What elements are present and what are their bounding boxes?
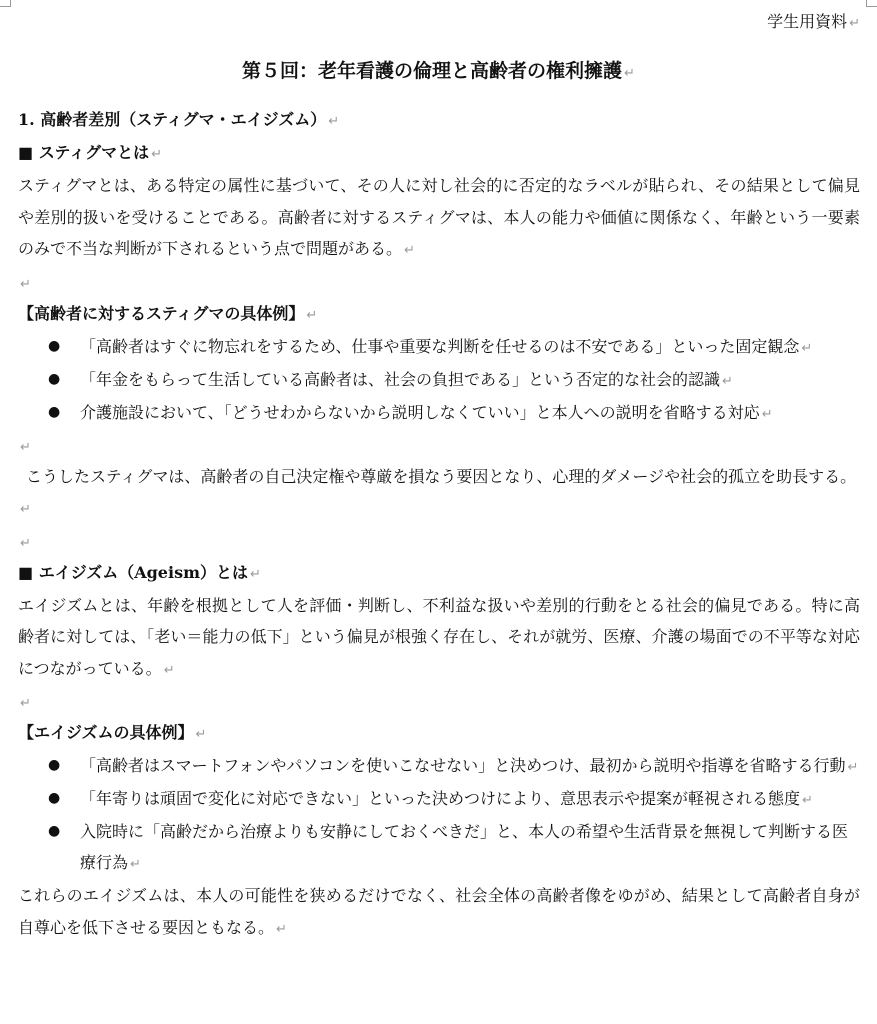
list-item bbox=[18, 364, 860, 397]
paragraph-mark-icon: ↵ bbox=[801, 340, 813, 356]
paragraph-mark-icon: ↵ bbox=[195, 727, 207, 742]
stigma-paragraph-text: スティグマとは、ある特定の属性に基づいて、その人に対し社会的に否定的なラベルが貼られ、その結果として偏見や差別的扱いを受けることである。高齢者に対するスティグマは、本人の能力や価値に関係なく、年齢という一要素のみで不当な判断が下されるという点で問題がある。 bbox=[18, 176, 860, 258]
stigma-conclusion bbox=[18, 461, 860, 526]
paragraph-mark-icon: ↵ bbox=[847, 760, 859, 775]
stigma-examples-list bbox=[18, 331, 860, 430]
list-item bbox=[18, 750, 860, 783]
paragraph-mark-icon: ↵ bbox=[722, 373, 733, 389]
header-label-text: 学生用資料 bbox=[767, 12, 848, 31]
empty-paragraph bbox=[18, 526, 860, 557]
document-body bbox=[18, 104, 860, 945]
empty-paragraph bbox=[18, 267, 860, 298]
stigma-heading-text: ■ スティグマとは bbox=[18, 143, 150, 162]
document-title-text: 第５回：老年看護の倫理と高齢者の権利擁護 bbox=[242, 60, 623, 82]
paragraph-mark-icon: ↵ bbox=[849, 16, 860, 31]
list-item-text: 入院時に「高齢だから治療よりも安静にしておくべきだ」と、本人の希望や生活背景を無視して判断する医療行為 bbox=[80, 822, 849, 872]
ageism-conclusion-text: これらのエイジズムは、本人の可能性を狭めるだけでなく、社会全体の高齢者像をゆがめ、結果として高齢者自身が自尊心を低下させる要因ともなる。 bbox=[18, 886, 860, 937]
ageism-paragraph bbox=[18, 590, 860, 687]
stigma-examples-heading-text: 【高齢者に対するスティグマの具体例】 bbox=[18, 303, 305, 323]
paragraph-mark-icon: ↵ bbox=[20, 439, 31, 455]
empty-paragraph bbox=[18, 686, 860, 717]
paragraph-mark-icon: ↵ bbox=[761, 406, 773, 422]
header-label bbox=[767, 12, 860, 34]
paragraph-mark-icon: ↵ bbox=[276, 921, 287, 937]
paragraph-mark-icon: ↵ bbox=[151, 147, 162, 162]
list-item bbox=[18, 816, 860, 880]
bullet-icon: ● bbox=[48, 757, 61, 773]
section-heading bbox=[18, 104, 860, 137]
paragraph-mark-icon: ↵ bbox=[163, 662, 175, 678]
ageism-heading bbox=[18, 557, 860, 590]
bullet-icon: ● bbox=[48, 790, 61, 806]
paragraph-mark-icon: ↵ bbox=[250, 566, 261, 582]
stigma-heading bbox=[18, 137, 860, 170]
paragraph-mark-icon: ↵ bbox=[20, 535, 31, 551]
ageism-paragraph-text: エイジズムとは、年齢を根拠として人を評価・判断し、不利益な扱いや差別的行動をとる社会的偏見である。特に高齢者に対しては、「老い＝能力の低下」という偏見が根強く存在し、それが就労、医療、介護の場面での不平等な対応につながっている。 bbox=[18, 595, 860, 678]
ageism-heading-text: ■ エイジズム（Ageism）とは bbox=[18, 562, 249, 582]
bullet-icon: ● bbox=[48, 370, 61, 387]
list-item bbox=[18, 397, 860, 430]
paragraph-mark-icon: ↵ bbox=[20, 276, 31, 292]
list-item-text: 「年金をもらって生活している高齢者は、社会の負担である」という否定的な社会的認識 bbox=[80, 369, 721, 389]
paragraph-mark-icon: ↵ bbox=[404, 243, 415, 258]
paragraph-mark-icon: ↵ bbox=[624, 66, 635, 81]
paragraph-mark-icon: ↵ bbox=[328, 114, 340, 129]
page-corner-mark-left bbox=[0, 0, 11, 7]
stigma-examples-heading bbox=[18, 298, 860, 331]
list-item bbox=[18, 783, 860, 816]
paragraph-mark-icon: ↵ bbox=[20, 696, 31, 711]
list-item-text: 「高齢者はすぐに物忘れをするため、仕事や重要な判断を任せるのは不安である」といった固定観念 bbox=[80, 336, 800, 356]
paragraph-mark-icon: ↵ bbox=[130, 857, 141, 872]
paragraph-mark-icon: ↵ bbox=[802, 793, 813, 808]
ageism-examples-heading bbox=[18, 717, 860, 750]
stigma-paragraph bbox=[18, 170, 860, 267]
ageism-examples-list bbox=[18, 750, 860, 880]
page-corner-mark-right bbox=[866, 0, 877, 7]
bullet-icon: ● bbox=[48, 337, 61, 354]
section-heading-text: 1. 高齢者差別（スティグマ・エイジズム） bbox=[18, 110, 327, 129]
paragraph-mark-icon: ↵ bbox=[20, 502, 31, 517]
stigma-conclusion-text: こうしたスティグマは、高齢者の自己決定権や尊厳を損なう要因となり、心理的ダメージや社会的孤立を助長する。 bbox=[26, 466, 857, 486]
bullet-icon: ● bbox=[48, 403, 61, 420]
paragraph-mark-icon: ↵ bbox=[306, 307, 318, 323]
empty-paragraph bbox=[18, 430, 860, 461]
bullet-icon: ● bbox=[48, 823, 61, 839]
list-item-text: 「年寄りは頑固で変化に対応できない」といった決めつけにより、意思表示や提案が軽視される態度 bbox=[80, 789, 801, 808]
ageism-examples-heading-text: 【エイジズムの具体例】 bbox=[18, 723, 194, 742]
list-item-text: 介護施設において、「どうせわからないから説明しなくていい」と本人への説明を省略する対応 bbox=[80, 402, 760, 422]
list-item-text: 「高齢者はスマートフォンやパソコンを使いこなせない」と決めつけ、最初から説明や指導を省略する行動 bbox=[80, 756, 846, 775]
ageism-conclusion bbox=[18, 880, 860, 945]
document-title bbox=[0, 58, 877, 87]
list-item bbox=[18, 331, 860, 364]
